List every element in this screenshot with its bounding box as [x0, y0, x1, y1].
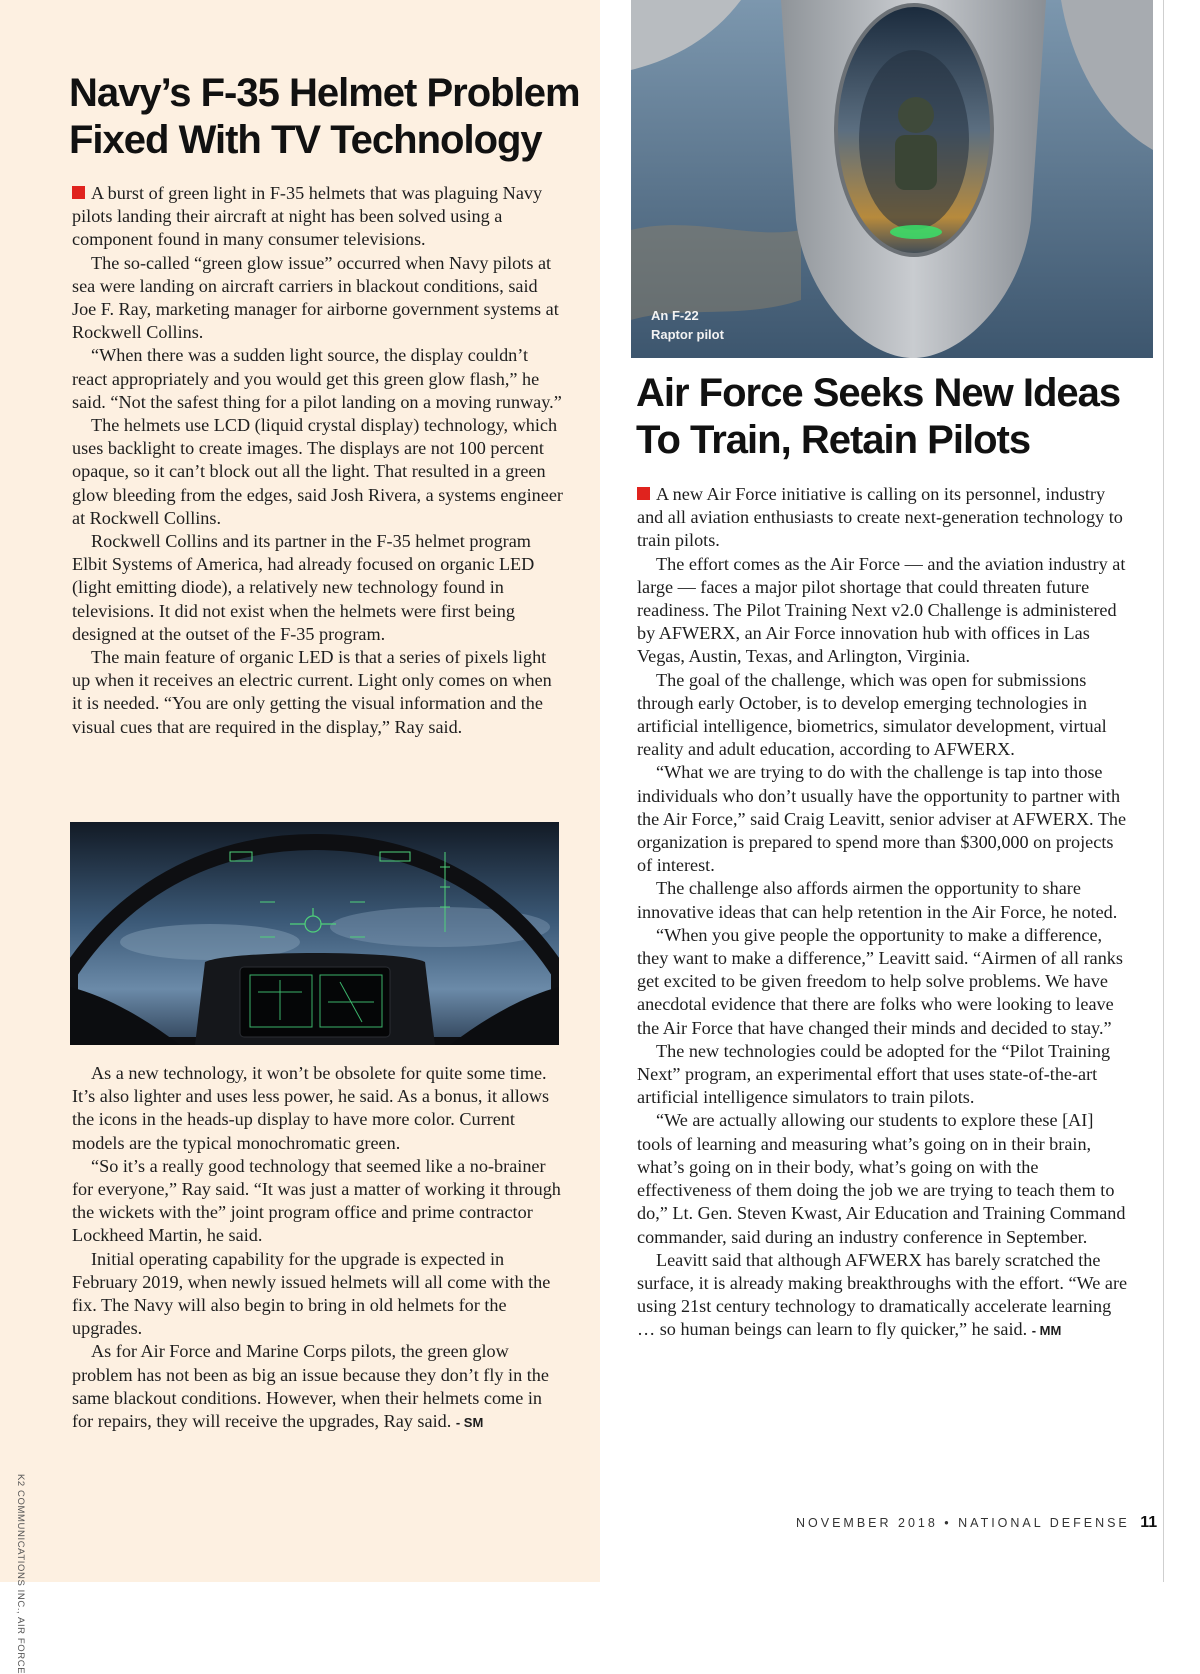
photo-caption	[651, 306, 724, 344]
right-paragraph-4: “What we are trying to do with the challenge is tap into those individuals who don’t usually have the opportunity to partner with the Air Force,” said Craig Leavitt, senior adviser at AFWERX. The organization is prepared to spend more than $300,000 on projects of interest.	[637, 762, 1127, 876]
right-paragraph-3: The goal of the challenge, which was open for submissions through early October, is to develop emerging technologies in artificial intelligence, biometrics, simulator development, virtual reality and adult education, according to AFWERX.	[637, 669, 1107, 760]
right-paragraph-2: The effort comes as the Air Force — and the aviation industry at large — faces a major pilot shortage that could threaten future readiness. The Pilot Training Next v2.0 Challenge is administered by AFWERX, an Air Force innovation hub with offices in Las Vegas, Austin, Texas, and Arlington, Virginia.	[637, 553, 1126, 667]
right-paragraph-1	[637, 483, 1132, 553]
caption-line-2: Raptor pilot	[651, 327, 724, 342]
caption-line-1: An F-22	[651, 308, 699, 323]
left-paragraph-1-text: A burst of green light in F-35 helmets that was plaguing Navy pilots landing their aircraft at night has been solved using a component found in many consumer televisions.	[72, 183, 543, 250]
right-headline-line-2: To Train, Retain Pilots	[636, 418, 1031, 462]
left-paragraph-1	[72, 182, 564, 252]
left-paragraph-3: “When there was a sudden light source, the display couldn’t react appropriately and you would get this green glow flash,” he said. “Not the safest thing for a pilot landing on a moving runway.”	[72, 345, 562, 412]
red-square-icon	[637, 487, 650, 500]
page-edge-rule	[1163, 0, 1164, 1582]
red-square-icon	[72, 186, 85, 199]
left-paragraph-5: Rockwell Collins and its partner in the F-35 helmet program Elbit Systems of America, had already focused on organic LED (light emitting diode), a relatively new technology found in televisions. It did not exist when the helmets were first being designed at the outset of the F-35 program.	[72, 531, 535, 644]
left-article-body-bottom	[72, 1062, 564, 1434]
right-article-headline	[636, 370, 1166, 464]
left-paragraph-9: Initial operating capability for the upgrade is expected in February 2019, when newly issued helmets will all come with the fix. The Navy will also begin to bring in old helmets for the upgrades.	[72, 1248, 551, 1339]
f22-raptor-photo	[631, 0, 1153, 358]
left-paragraph-7: As a new technology, it won’t be obsolete for quite some time. It’s also lighter and uses less power, he said. As a bonus, it allows the icons in the heads-up display to have more color. Current models are the typical monochromatic green.	[72, 1063, 550, 1153]
left-paragraph-10-text: As for Air Force and Marine Corps pilots, the green glow problem has not been as big an issue because they don’t fly in the same blackout conditions. However, when their helmets come in for repairs, they will receive the upgrades, Ray said.	[72, 1341, 549, 1432]
left-paragraph-4: The helmets use LCD (liquid crystal display) technology, which uses backlight to create images. The displays are not 100 percent opaque, so it can’t block out all the light. That resulted in a green glow bleeding from the edges, said Josh Rivera, a systems engineer at Rockwell Collins.	[72, 415, 563, 528]
cockpit-photo	[70, 822, 559, 1045]
left-byline: - SM	[455, 1415, 484, 1431]
right-paragraph-9	[637, 1249, 1132, 1343]
left-paragraph-10	[72, 1340, 564, 1434]
right-paragraph-6: “When you give people the opportunity to make a difference, they want to make a difference,” Leavitt said. “Airmen of all ranks get excited to be given freedom to help solve problems. We have anecdotal evidence that there are folks who were looking to leave the Air Force that have changed their minds and decided to stay.”	[637, 924, 1123, 1038]
right-paragraph-8: “We are actually allowing our students to explore these [AI] tools of learning and measuring what’s going on in their brain, what’s going on in their body, what’s going on with the effectiveness of them doing the job we are trying to teach them to do,” Lt. Gen. Steven Kwast, Air Education and Training Command commander, said during an industry conference in September.	[637, 1110, 1126, 1247]
right-article-body	[637, 483, 1132, 1343]
photo-credit: K2 COMMUNICATIONS INC., AIR FORCE	[15, 1474, 26, 1674]
right-paragraph-9-text: Leavitt said that although AFWERX has barely scratched the surface, it is already making breakthroughs with the effort. “We are using 21st century technology to dramatically accelerate learning … so human beings can learn to fly quicker,” he said.	[637, 1249, 1128, 1340]
left-article-body-top	[72, 182, 564, 739]
footer-text: NOVEMBER 2018 • NATIONAL DEFENSE	[796, 1516, 1130, 1530]
right-byline: - MM	[1031, 1323, 1062, 1339]
page-number: 11	[1140, 1514, 1158, 1531]
left-paragraph-8: “So it’s a really good technology that seemed like a no-brainer for everyone,” Ray said. “It was just a matter of working it through the wickets with the” joint program office and prime contractor Lockheed Martin, he said.	[72, 1155, 561, 1246]
left-article-headline	[69, 70, 604, 164]
right-paragraph-5: The challenge also affords airmen the opportunity to share innovative ideas that can help retention in the Air Force, he noted.	[637, 878, 1118, 922]
jet-illustration	[631, 0, 1153, 358]
page-footer	[796, 1514, 1157, 1532]
right-paragraph-7: The new technologies could be adopted for the “Pilot Training Next” program, an experimental effort that uses state-of-the-art artificial intelligence simulators to train pilots.	[637, 1040, 1111, 1108]
left-paragraph-6: The main feature of organic LED is that a series of pixels light up when it receives an electric current. Light only comes on when it is needed. “You are only getting the visual information and the visual cues that are required in the display,” Ray said.	[72, 647, 552, 737]
left-paragraph-2: The so-called “green glow issue” occurred when Navy pilots at sea were landing on aircraft carriers in blackout conditions, said Joe F. Ray, marketing manager for airborne government systems at Rockwell Collins.	[72, 252, 559, 343]
left-headline-line-1: Navy’s F-35 Helmet Problem	[69, 71, 580, 115]
right-headline-line-1: Air Force Seeks New Ideas	[636, 371, 1121, 415]
cockpit-illustration	[70, 822, 559, 1045]
left-headline-line-2: Fixed With TV Technology	[69, 118, 542, 162]
right-paragraph-1-text: A new Air Force initiative is calling on its personnel, industry and all aviation enthusiasts to create next-generation technology to train pilots.	[637, 484, 1123, 551]
